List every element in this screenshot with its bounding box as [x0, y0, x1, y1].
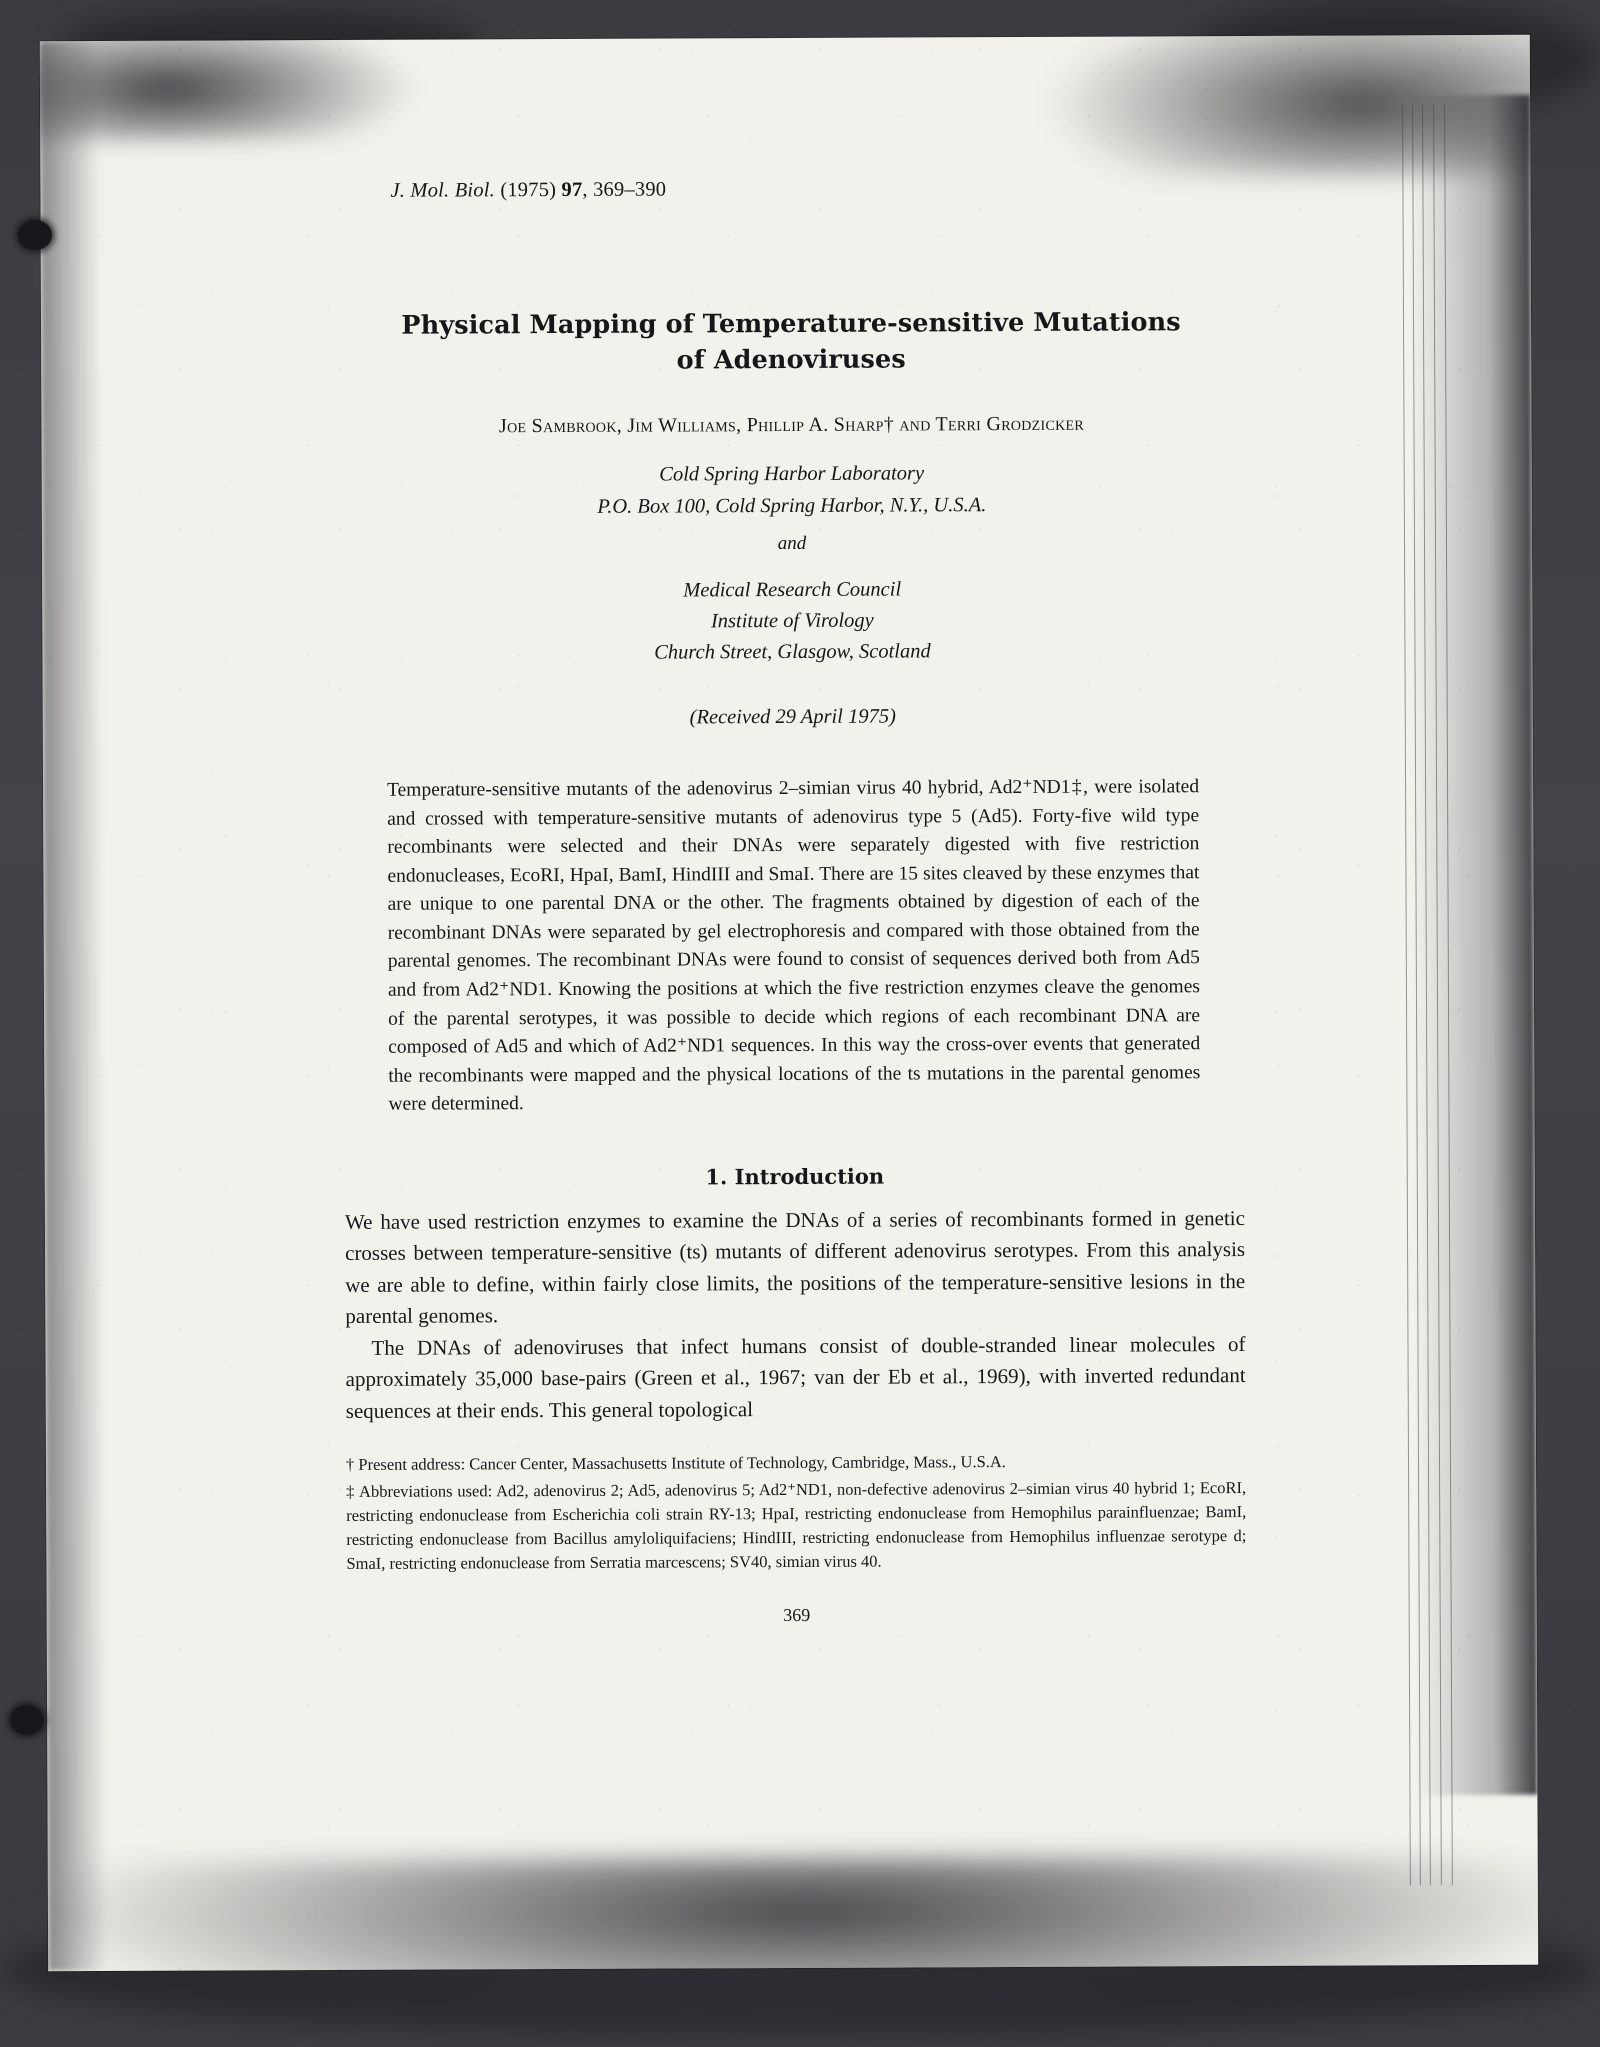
page-edge-line — [1422, 105, 1431, 1885]
footnotes — [346, 1449, 1247, 1576]
journal-name: J. Mol. Biol. — [390, 179, 496, 202]
page-edge-line — [1433, 105, 1442, 1885]
footnote-dagger: † Present address: Cancer Center, Massachusetts Institute of Technology, Cambridge, Mass., U.S.A. — [345, 1452, 1006, 1475]
affiliation-line: Cold Spring Harbor Laboratory — [659, 462, 925, 486]
page-title: Physical Mapping of Temperature-sensitive Mutations of Adenoviruses — [401, 307, 1181, 376]
journal-pages: , 369–390 — [582, 178, 667, 201]
hole-punch-top — [18, 220, 52, 250]
page-number: 369 — [783, 1604, 811, 1625]
journal-reference — [390, 176, 1240, 203]
affiliation-line: P.O. Box 100, Cold Spring Harbor, N.Y., U.S.A. — [597, 493, 987, 518]
document-page — [40, 35, 1538, 1971]
abstract: Temperature-sensitive mutants of the adenovirus 2–simian virus 40 hybrid, Ad2⁺ND1‡, were isolated and crossed with temperature-sensitive mutants of adenovirus type 5 (Ad5). Forty-five wild type recombinants were selected and their DNAs were separately digested with five restriction endonucleases, EcoRI, HpaI, BamI, HindIII and SmaI. There are 15 sites cleaved by these enzymes that are unique to one parental DNA or the other. The fragments obtained by digestion of each of the recombinant DNAs were separated by gel electrophoresis and compared with those obtained from the parental genomes. The recombinant DNAs were found to consist of sequences derived both from Ad5 and from Ad2⁺ND1. Knowing the positions at which the five restriction enzymes cleave the genomes of the parental serotypes, it was possible to decide which regions of each recombinant DNA are composed of Ad5 and which of Ad2⁺ND1 sequences. In this way the cross-over events that generated the recombinants were mapped and the physical locations of the ts mutations in the parental genomes were determined. — [387, 776, 1201, 1115]
scan-grime-bottom — [40, 1855, 1538, 1972]
received-date: (Received 29 April 1975) — [689, 705, 896, 729]
page-edge-line — [1412, 105, 1421, 1885]
affiliation-conjunction: and — [777, 532, 807, 554]
affiliations — [342, 457, 1243, 670]
footnote-double-dagger: ‡ Abbreviations used: Ad2, adenovirus 2; Ad5, adenovirus 5; Ad2⁺ND1, non-defective adenovirus 2–simian virus 40 hybrid 1; EcoRI, restricting endonuclease from Escherichia coli strain RY-13; HpaI, restricting endonuclease from Hemophilus parainfluenzae; BamI, restricting endonuclease from Bacillus amyloliquifaciens; HindIII, restricting endonuclease from Hemophilus influenzae serotype d; SmaI, restricting endonuclease from Serratia marcescens; SV40, simian virus 40. — [346, 1477, 1247, 1574]
affiliation-line: Medical Research Council — [683, 578, 902, 602]
scan-grime-top-right — [1050, 35, 1539, 177]
article-content — [340, 176, 1246, 1627]
page-edge-line — [1402, 105, 1411, 1885]
journal-year: (1975) — [500, 179, 557, 202]
affiliation-line: Church Street, Glasgow, Scotland — [654, 640, 931, 664]
journal-volume: 97 — [561, 178, 583, 201]
paragraph: We have used restriction enzymes to examine the DNAs of a series of recombinants formed in genetic crosses between temperature-sensitive (ts) mutants of different adenovirus serotypes. From this analysis we are able to define, within fairly close limits, the positions of the temperature-sensitive lesions in the parental genomes. — [344, 1205, 1246, 1329]
author-list: Joe Sambrook, Jim Williams, Phillip A. Sharp† and Terri Grodzicker — [498, 413, 1085, 438]
affiliation-line: Institute of Virology — [710, 609, 874, 633]
scan-grime-top-left — [40, 35, 420, 142]
page-edge-line — [1444, 105, 1453, 1885]
hole-punch-bottom — [10, 1705, 44, 1735]
section-heading: 1. Introduction — [705, 1163, 885, 1190]
scan-grime-left-edge — [40, 41, 108, 1971]
paragraph: The DNAs of adenoviruses that infect humans consist of double-stranded linear molecules of approximately 35,000 base-pairs (Green et al., 1967; van der Eb et al., 1969), with inverted redundant sequences at their ends. This general topological — [345, 1331, 1246, 1423]
